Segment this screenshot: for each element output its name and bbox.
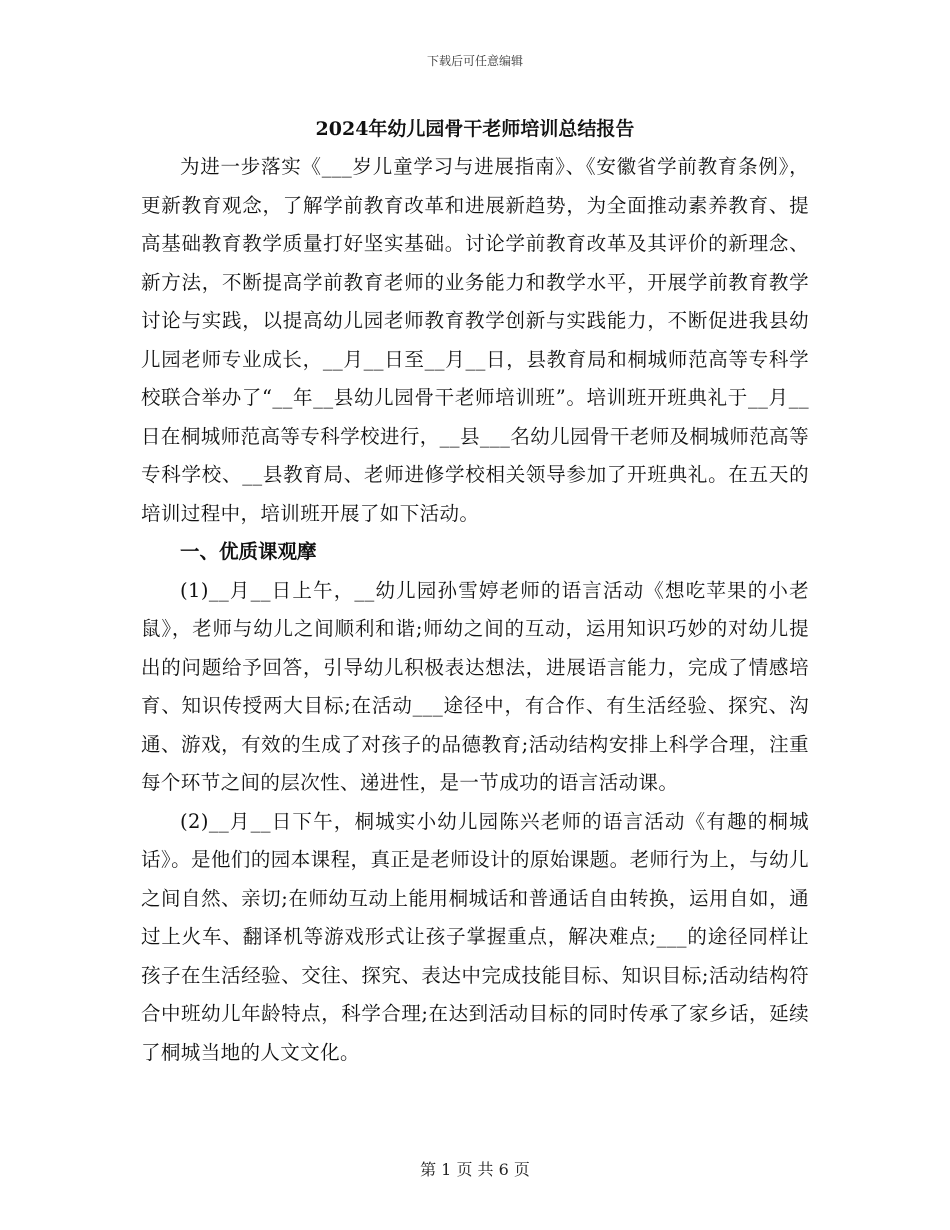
section-heading: 一、优质课观摩 [180, 540, 317, 563]
page-header-note: 下载后可任意编辑 [426, 54, 523, 68]
section-paragraph-1: (1)__月__日上午，__幼儿园孙雪婷老师的语言活动《想吃苹果的小老鼠》，老师与幼儿之间顺利和谐;师幼之间的互动，运用知识巧妙的对幼儿提出的问题给予回答，引导幼儿积极表达想法，进展语言能力，完成了情感培育、知识传授两大目标;在活动___途径中，有合作、有生活经验、探究、沟通、游戏，有效的生成了对孩子的品德教育;活动结构安排上科学合理，注重每个环节之间的层次性、递进性，是一节成功的语言活动课。 [141, 578, 809, 794]
intro-paragraph: 为进一步落实《___岁儿童学习与进展指南》、《安徽省学前教育条例》，更新教育观念，了解学前教育改革和进展新趋势，为全面推动素养教育、提高基础教育教学质量打好坚实基础。讨论学前教育改革及其评价的新理念、新方法，不断提高学前教育老师的业务能力和教学水平，开展学前教育教学讨论与实践，以提高幼儿园老师教育教学创新与实践能力，不断促进我县幼儿园老师专业成长，__月__日至__月__日，县教育局和桐城师范高等专科学校联合举办了“__年__县幼儿园骨干老师培训班”。培训班开班典礼于__月__日在桐城师范高等专科学校进行，__县___名幼儿园骨干老师及桐城师范高等专科学校、__县教育局、老师进修学校相关领导参加了开班典礼。在五天的培训过程中，培训班开展了如下活动。 [141, 155, 809, 525]
section-paragraph-2: (2)__月__日下午，桐城实小幼儿园陈兴老师的语言活动《有趣的桐城话》。是他们的园本课程，真正是老师设计的原始课题。老师行为上，与幼儿之间自然、亲切;在师幼互动上能用桐城话和普通话自由转换，运用自如，通过上火车、翻译机等游戏形式让孩子掌握重点，解决难点;___的途径同样让孩子在生活经验、交往、探究、表达中完成技能目标、知识目标;活动结构符合中班幼儿年龄特点，科学合理;在达到活动目标的同时传承了家乡话，延续了桐城当地的人文文化。 [141, 809, 809, 1064]
page-number: 第 1 页 共 6 页 [420, 1160, 530, 1179]
document-title: 2024年幼儿园骨干老师培训总结报告 [315, 118, 635, 140]
document-body [141, 112, 809, 1072]
